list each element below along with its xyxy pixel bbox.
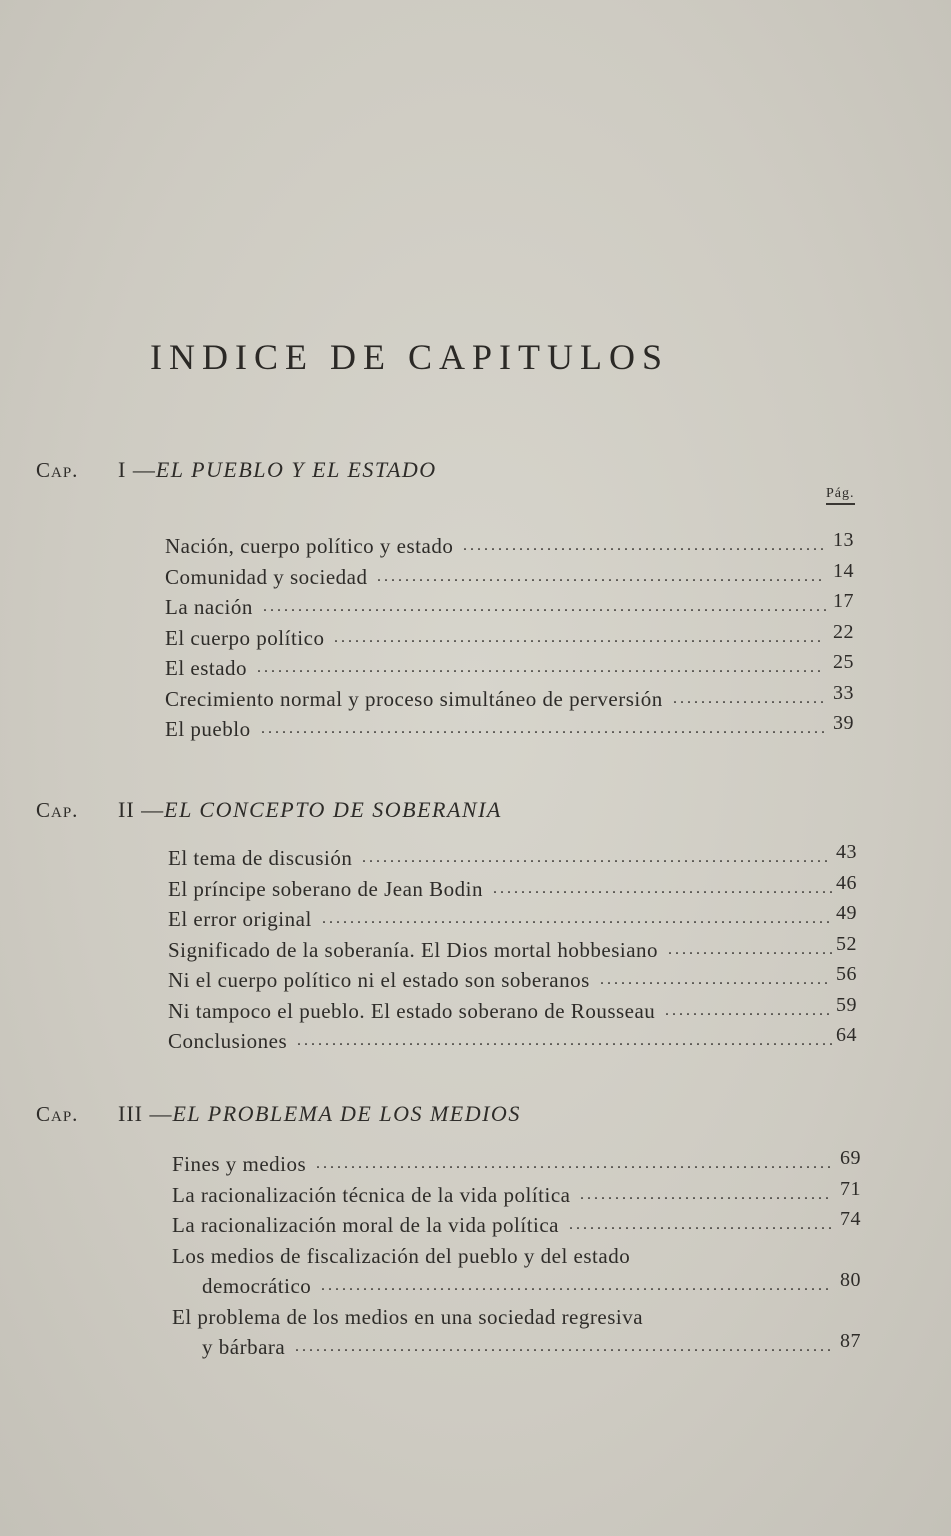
toc-entry-title: Ni el cuerpo político ni el estado son soberanos xyxy=(168,968,590,992)
dot-leader: ........................ xyxy=(665,1001,833,1019)
page-title: INDICE DE CAPITULOS xyxy=(150,337,669,377)
dot-leader: ...................................................................... xyxy=(334,628,824,646)
toc-entry-page: 71 xyxy=(840,1177,861,1200)
toc-entry-page: 33 xyxy=(833,681,854,704)
toc-entry-title: El tema de discusión xyxy=(168,846,353,870)
chapter-number: I — xyxy=(118,457,156,482)
dot-leader: .................................................... xyxy=(463,537,827,554)
dot-leader: ...................................... xyxy=(569,1216,835,1233)
dot-leader: ...................... xyxy=(673,689,827,707)
toc-entry-title: Comunidad y sociedad xyxy=(165,564,368,589)
toc-entry-page: 22 xyxy=(833,620,854,643)
dot-leader: ................................................................ xyxy=(377,567,825,585)
toc-entry-title: Los medios de fiscalización del pueblo y del estado xyxy=(172,1243,631,1268)
toc-entry-page: 80 xyxy=(840,1269,861,1291)
toc-entry-title: El pueblo xyxy=(165,717,251,741)
chapter-heading-3 xyxy=(36,1101,521,1127)
toc-entry-title: El estado xyxy=(165,656,248,680)
chapter-heading-1 xyxy=(36,457,437,483)
toc-entry-title: Crecimiento normal y proceso simultáneo de perversión xyxy=(165,686,663,711)
chapter-heading-2 xyxy=(36,797,502,823)
dot-leader: ........................ xyxy=(668,940,836,958)
dot-leader: .......................................................................... xyxy=(316,1155,834,1172)
dot-leader: .................................... xyxy=(580,1185,832,1203)
toc-entry-title: democrático xyxy=(202,1274,312,1298)
toc-entry-page: 17 xyxy=(833,590,854,612)
toc-entry-page: 56 xyxy=(836,963,857,985)
toc-entry-page: 39 xyxy=(833,712,854,734)
toc-entry-page: 69 xyxy=(840,1147,861,1169)
toc-entry-page: 13 xyxy=(833,529,854,551)
toc-entry-title: Nación, cuerpo político y estado xyxy=(165,534,454,558)
toc-entry-page: 14 xyxy=(833,559,854,582)
toc-entry-title: y bárbara xyxy=(202,1335,286,1359)
toc-entry-page: 46 xyxy=(836,871,857,894)
toc-entry-title: Ni tampoco el pueblo. El estado soberano de Rousseau xyxy=(168,998,656,1023)
dot-leader: ............................................................................. xyxy=(297,1032,836,1049)
dot-leader: ................................................................... xyxy=(362,849,831,866)
chapter-title: EL CONCEPTO DE SOBERANIA xyxy=(164,797,502,822)
toc-entry-title: El problema de los medios en una sociedad regresiva xyxy=(172,1304,644,1329)
toc-entry-title: Fines y medios xyxy=(172,1152,307,1176)
toc-entry-title: La nación xyxy=(165,595,253,619)
dot-leader: ............................................................................. xyxy=(295,1338,834,1355)
dot-leader: ......................................................................... xyxy=(322,910,833,927)
chapter-title: EL PUEBLO Y EL ESTADO xyxy=(155,457,437,482)
toc-entry-title: El cuerpo político xyxy=(165,625,325,650)
dot-leader: ................................................................................. xyxy=(263,598,830,615)
toc-entry-title: La racionalización moral de la vida política xyxy=(172,1213,559,1237)
toc-entry-page: 59 xyxy=(836,993,857,1016)
chapter-cap-label: Cap. xyxy=(36,798,79,822)
toc-entry-title: Significado de la soberanía. El Dios mortal hobbesiano xyxy=(168,937,659,962)
chapter-cap-label: Cap. xyxy=(36,1102,79,1126)
chapter-number: III — xyxy=(118,1101,173,1126)
toc-entry-title: El error original xyxy=(168,907,312,931)
dot-leader: ................................................. xyxy=(493,879,836,897)
dot-leader: ......................................................................... xyxy=(321,1277,832,1294)
toc-entry-title: Conclusiones xyxy=(168,1029,288,1053)
toc-entry-page: 74 xyxy=(840,1208,861,1230)
toc-entry-page: 64 xyxy=(836,1024,857,1046)
toc-entry-page: 43 xyxy=(836,841,857,863)
dot-leader: ................................................................................. xyxy=(257,659,824,676)
toc-entry-title: La racionalización técnica de la vida política xyxy=(172,1182,571,1207)
page-column-header: Pág. xyxy=(826,486,855,505)
toc-entry-page: 52 xyxy=(836,932,857,955)
toc-entry-page: 87 xyxy=(840,1330,861,1352)
toc-entry-page: 25 xyxy=(833,651,854,673)
chapter-number: II — xyxy=(118,797,165,822)
toc-entry-title: El príncipe soberano de Jean Bodin xyxy=(168,876,483,901)
dot-leader: ................................. xyxy=(600,971,831,988)
toc-entry-page: 49 xyxy=(836,902,857,924)
dot-leader: ................................................................................. xyxy=(261,720,828,737)
chapter-cap-label: Cap. xyxy=(36,458,79,482)
chapter-title: EL PROBLEMA DE LOS MEDIOS xyxy=(172,1101,521,1126)
